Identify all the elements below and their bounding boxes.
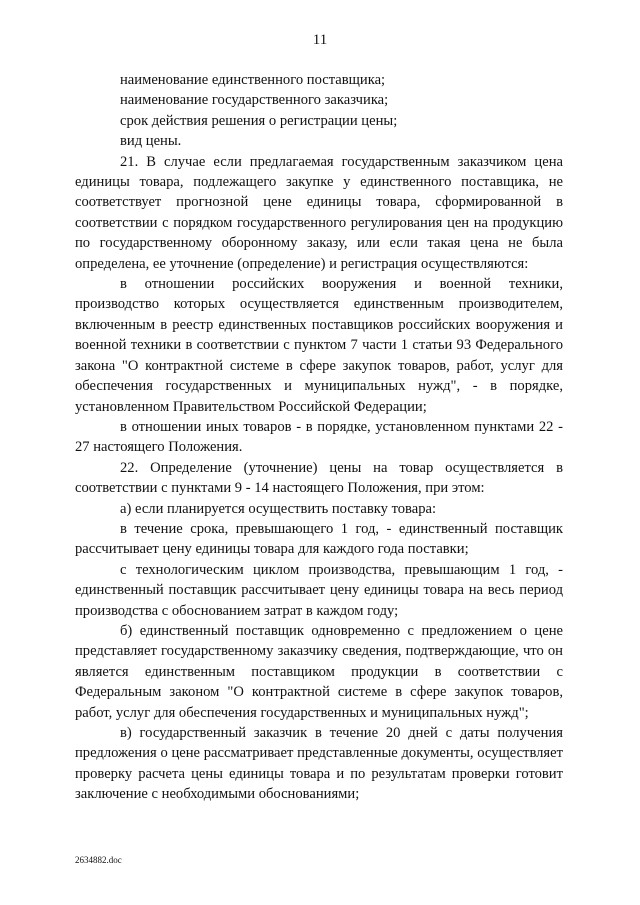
paragraph: 22. Определение (уточнение) цены на товар осуществляется в соответствии с пунктами 9 - 14 настоящего Положения, при этом:: [75, 459, 563, 497]
paragraph: в отношении российских вооружения и военной техники, производство которых осуществляется единственным производителем, включенным в реестр единственных поставщиков российских вооружения и военной техники в соответствии с пунктом 7 части 1 статьи 93 Федерального закона "О контрактной системе в сфере закупок товаров, работ, услуг для обеспечения государственных и муниципальных нужд", - в порядке, установленном Правительством Российской Федерации;: [75, 276, 563, 415]
paragraph: с технологическим циклом производства, превышающим 1 год, - единственный поставщик рассчитывает цену единицы товара на весь период производства с обоснованием затрат в каждом году;: [75, 561, 563, 619]
paragraph: б) единственный поставщик одновременно с предложением о цене представляет государственному заказчику сведения, подтверждающие, что он является единственным поставщиком продукции в соответствии с Федеральным законом "О контрактной системе в сфере закупок товаров, работ, услуг для обеспечения государственных и муниципальных нужд";: [75, 622, 563, 721]
paragraph: в отношении иных товаров - в порядке, установленном пунктами 22 - 27 настоящего Положения.: [75, 418, 563, 456]
paragraph: а) если планируется осуществить поставку товара:: [120, 500, 437, 517]
paragraph: наименование единственного поставщика;: [120, 72, 386, 88]
paragraph: вид цены.: [120, 133, 182, 150]
paragraph: 21. В случае если предлагаемая государственным заказчиком цена единицы товара, подлежащего закупке у единственного поставщика, не соответствует прогнозной цене единицы товара, сформированной в соответствии с порядком государственного регулирования цен на продукцию по государственному оборонному заказу, или если такая цена не была определена, ее уточнение (определение) и регистрация осуществляются:: [75, 153, 563, 272]
footer-filename: 2634882.doc: [75, 855, 122, 865]
paragraph: наименование государственного заказчика;: [120, 92, 389, 109]
paragraph: в) государственный заказчик в течение 20 дней с даты получения предложения о цене рассматривает представленные документы, осуществляет проверку расчета цены единицы товара и по результатам проверки готовит заключение с необходимыми обоснованиями;: [75, 725, 563, 803]
document-body: [75, 70, 563, 805]
paragraph: срок действия решения о регистрации цены;: [120, 112, 398, 129]
page-number: 11: [312, 32, 328, 48]
paragraph: в течение срока, превышающего 1 год, - единственный поставщик рассчитывает цену единицы товара для каждого года поставки;: [75, 520, 563, 558]
